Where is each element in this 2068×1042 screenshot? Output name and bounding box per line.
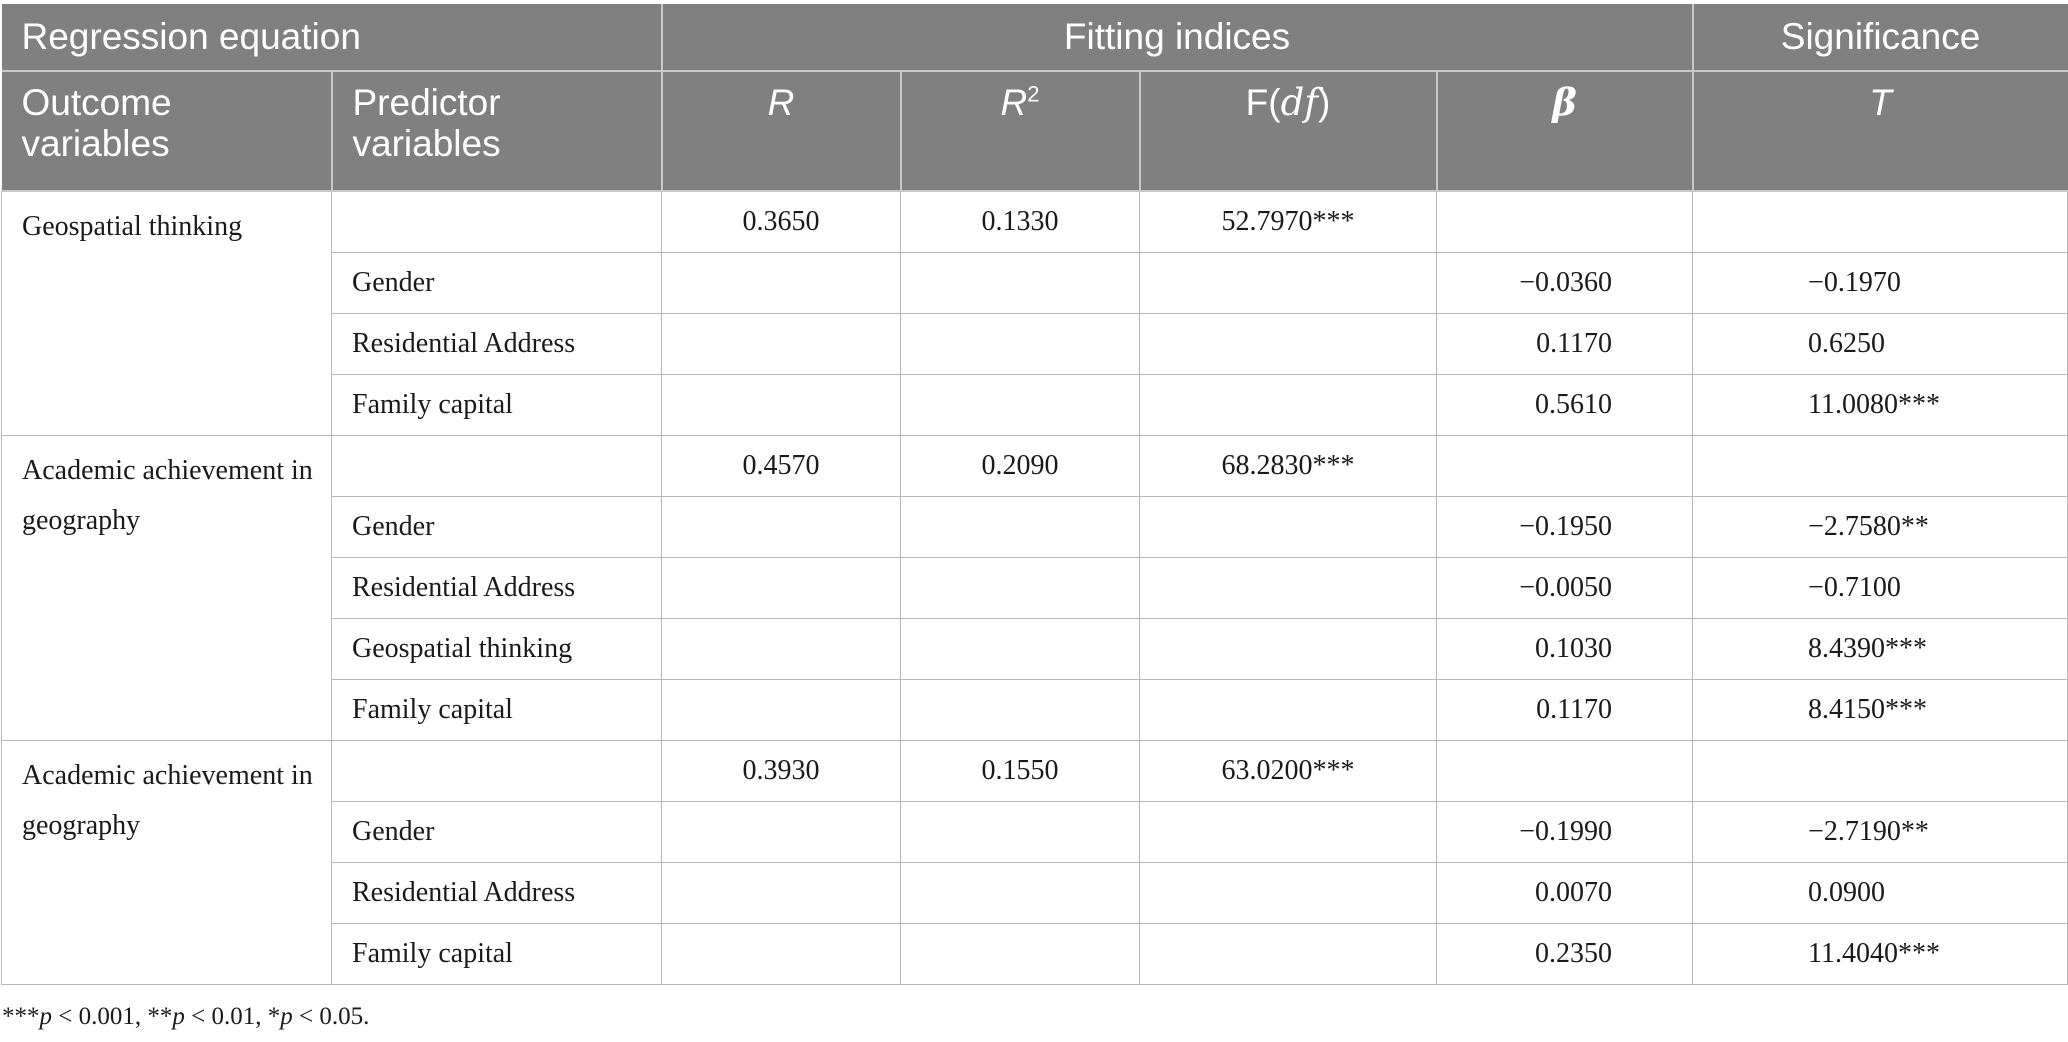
header-regression-equation: Regression equation [2, 4, 662, 71]
empty-cell [662, 680, 901, 741]
t-cell [1693, 741, 2068, 802]
beta-cell: −0.0050 [1437, 558, 1693, 619]
predictor-cell: Residential Address [332, 863, 662, 924]
empty-cell [901, 863, 1140, 924]
footnote-stars-2: ** [147, 1003, 173, 1030]
r2-cell: 0.1550 [901, 741, 1140, 802]
header-r-squared-sup: 2 [1027, 81, 1040, 107]
empty-cell [1140, 802, 1437, 863]
t-cell: 8.4150*** [1693, 680, 2068, 741]
empty-cell [1140, 680, 1437, 741]
beta-cell [1437, 191, 1693, 253]
empty-cell [662, 497, 901, 558]
predictor-cell: Residential Address [332, 314, 662, 375]
footnote-stars-3: * [267, 1003, 281, 1030]
t-cell: 11.4040*** [1693, 924, 2068, 985]
outcome-cell: Academic achievement in geography [2, 436, 332, 741]
empty-cell [662, 375, 901, 436]
r-cell: 0.3930 [662, 741, 901, 802]
r-cell: 0.3650 [662, 191, 901, 253]
empty-cell [901, 314, 1140, 375]
outcome-cell: Academic achievement in geography [2, 741, 332, 985]
header-beta: β [1437, 71, 1693, 191]
header-f-df-label: df [1280, 81, 1318, 124]
predictor-cell [332, 191, 662, 253]
empty-cell [901, 497, 1140, 558]
footnote-p-3: p [280, 1003, 293, 1030]
footnote-text-3: < 0.05. [292, 1003, 370, 1030]
beta-cell: 0.1030 [1437, 619, 1693, 680]
header-outcome-variables: Outcome variables [2, 71, 332, 191]
beta-cell: 0.1170 [1437, 314, 1693, 375]
table-body [2, 191, 2068, 985]
empty-cell [1140, 497, 1437, 558]
predictor-cell: Gender [332, 802, 662, 863]
header-f-df [1140, 71, 1437, 191]
beta-cell: 0.1170 [1437, 680, 1693, 741]
table-row [2, 436, 2068, 497]
footnote-stars-1: *** [2, 1003, 40, 1030]
r2-cell: 0.1330 [901, 191, 1140, 253]
r-cell: 0.4570 [662, 436, 901, 497]
header-t: T [1693, 71, 2068, 191]
header-r-squared-base: R [1000, 82, 1028, 123]
t-cell: 8.4390*** [1693, 619, 2068, 680]
empty-cell [662, 802, 901, 863]
empty-cell [1140, 863, 1437, 924]
predictor-cell: Geospatial thinking [332, 619, 662, 680]
table-row [2, 741, 2068, 802]
predictor-cell: Family capital [332, 680, 662, 741]
table-footnote [2, 1003, 369, 1031]
header-f-prefix: F( [1245, 82, 1281, 123]
footnote-p-1: p [39, 1003, 52, 1030]
empty-cell [1140, 314, 1437, 375]
empty-cell [1140, 619, 1437, 680]
beta-cell: 0.0070 [1437, 863, 1693, 924]
r2-cell: 0.2090 [901, 436, 1140, 497]
empty-cell [901, 802, 1140, 863]
beta-cell: −0.1990 [1437, 802, 1693, 863]
empty-cell [662, 924, 901, 985]
empty-cell [901, 558, 1140, 619]
beta-cell: 0.2350 [1437, 924, 1693, 985]
empty-cell [1140, 253, 1437, 314]
empty-cell [662, 619, 901, 680]
predictor-cell: Residential Address [332, 558, 662, 619]
beta-cell: 0.5610 [1437, 375, 1693, 436]
empty-cell [1140, 375, 1437, 436]
empty-cell [662, 314, 901, 375]
table-row [2, 191, 2068, 253]
outcome-cell: Geospatial thinking [2, 191, 332, 436]
t-cell: 0.6250 [1693, 314, 2068, 375]
footnote-p-2: p [172, 1003, 185, 1030]
predictor-cell [332, 741, 662, 802]
empty-cell [1140, 558, 1437, 619]
t-cell: 0.0900 [1693, 863, 2068, 924]
footnote-text-1: < 0.001, [52, 1003, 148, 1030]
empty-cell [662, 558, 901, 619]
beta-cell: −0.1950 [1437, 497, 1693, 558]
regression-table [1, 4, 2068, 985]
f-cell: 63.0200*** [1140, 741, 1437, 802]
t-cell: −2.7190** [1693, 802, 2068, 863]
predictor-cell [332, 436, 662, 497]
empty-cell [662, 253, 901, 314]
predictor-cell: Gender [332, 253, 662, 314]
empty-cell [901, 253, 1140, 314]
header-r-squared [901, 71, 1140, 191]
empty-cell [901, 924, 1140, 985]
t-cell [1693, 191, 2068, 253]
empty-cell [1140, 924, 1437, 985]
predictor-cell: Family capital [332, 375, 662, 436]
header-f-suffix: ) [1318, 82, 1331, 123]
header-r: R [662, 71, 901, 191]
predictor-cell: Gender [332, 497, 662, 558]
empty-cell [662, 863, 901, 924]
f-cell: 68.2830*** [1140, 436, 1437, 497]
footnote-text-2: < 0.01, [184, 1003, 268, 1030]
header-significance: Significance [1693, 4, 2068, 71]
header-group-row [2, 4, 2068, 71]
t-cell: −0.1970 [1693, 253, 2068, 314]
t-cell: −2.7580** [1693, 497, 2068, 558]
beta-cell [1437, 436, 1693, 497]
beta-cell: −0.0360 [1437, 253, 1693, 314]
header-column-row [2, 71, 2068, 191]
empty-cell [901, 619, 1140, 680]
t-cell: 11.0080*** [1693, 375, 2068, 436]
predictor-cell: Family capital [332, 924, 662, 985]
table-header [2, 4, 2068, 191]
beta-cell [1437, 741, 1693, 802]
empty-cell [901, 680, 1140, 741]
header-fitting-indices: Fitting indices [662, 4, 1693, 71]
header-predictor-variables: Predictor variables [332, 71, 662, 191]
t-cell [1693, 436, 2068, 497]
regression-table-container [0, 4, 2068, 985]
f-cell: 52.7970*** [1140, 191, 1437, 253]
empty-cell [901, 375, 1140, 436]
t-cell: −0.7100 [1693, 558, 2068, 619]
